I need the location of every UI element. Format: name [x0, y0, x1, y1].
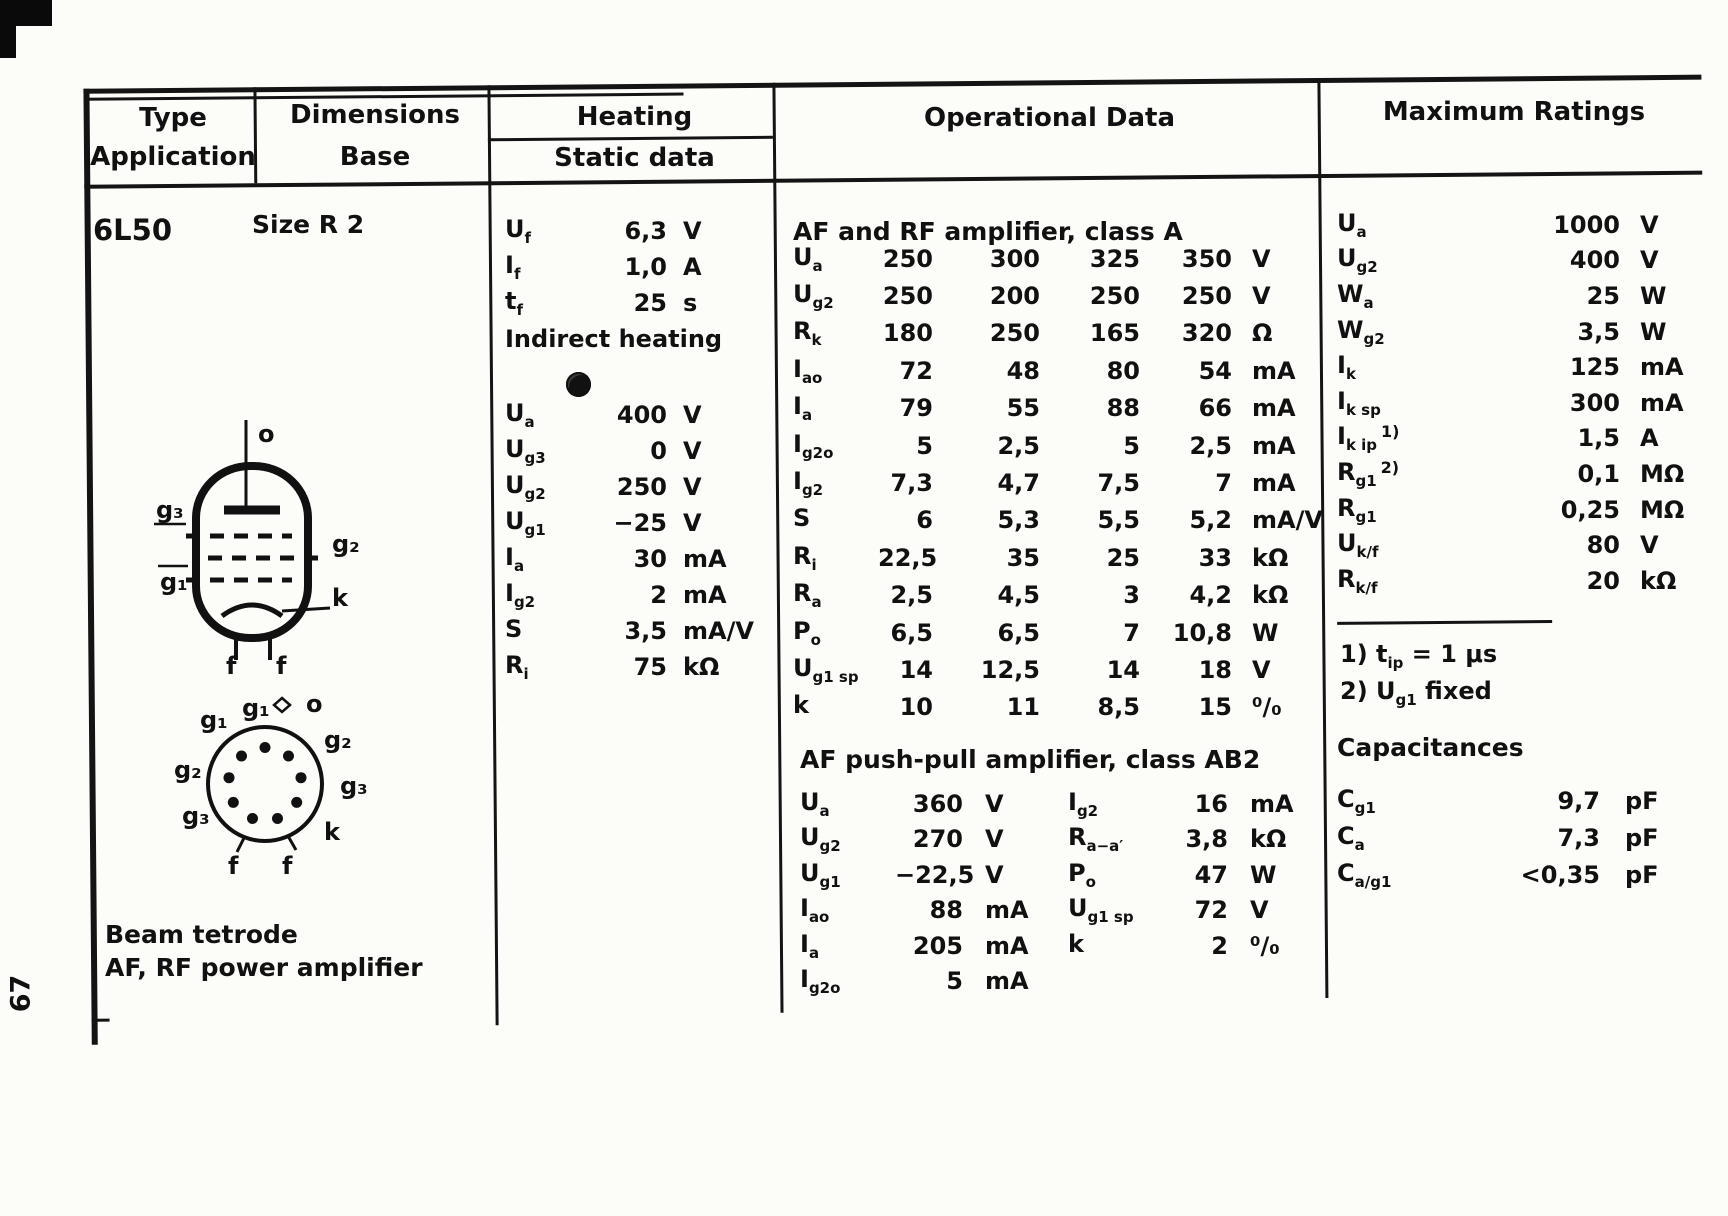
table-row: [1337, 819, 1705, 856]
param-value-2: 250: [989, 319, 1040, 348]
param-unit: mA: [1252, 356, 1296, 385]
param-value-3: 14: [1106, 655, 1140, 684]
param-value-4: 54: [1198, 356, 1232, 385]
param-value-2: 55: [1006, 394, 1040, 423]
key-diamond-icon: [274, 698, 290, 712]
param-unit: Ω: [1252, 319, 1273, 348]
header-application: Application: [90, 142, 256, 172]
socket-label-g2-right: g₂: [324, 726, 352, 754]
param-value-2: 12,5: [980, 655, 1040, 684]
param-value: 72: [1194, 896, 1228, 925]
table-row: [1337, 456, 1705, 492]
push-pull-title: AF push-pull amplifier, class AB2: [800, 745, 1261, 774]
param-label: $t_f$: [505, 287, 524, 319]
param-value-4: 250: [1181, 282, 1232, 311]
param-label: $I_a$: [505, 543, 525, 575]
param-value-3: 3: [1123, 581, 1140, 610]
param-unit: V: [683, 509, 702, 537]
param-value-3: 5: [1123, 431, 1140, 460]
class-a-title: AF and RF amplifier, class A: [793, 217, 1183, 246]
param-unit: V: [683, 437, 702, 465]
tube-size: Size R 2: [252, 210, 365, 239]
param-value-1: 250: [882, 244, 933, 273]
tube-description-1: Beam tetrode: [105, 920, 298, 949]
param-label: $U_a$: [1337, 208, 1367, 241]
param-unit: pF: [1625, 823, 1659, 852]
param-value-2: 6,5: [997, 618, 1040, 647]
table-row: [505, 541, 773, 577]
param-value-2: 4,7: [997, 469, 1040, 498]
schematic-label-k: k: [332, 584, 348, 612]
param-label: S: [505, 615, 523, 643]
param-value: 9,7: [1557, 786, 1600, 815]
param-label: $U_a$: [800, 787, 830, 820]
table-row: [1337, 385, 1705, 421]
param-value-1: 79: [899, 394, 933, 423]
param-label: $W_{g2}$: [1337, 315, 1385, 348]
param-label: $R_{g1}^{2)}$: [1337, 457, 1400, 490]
table-row: [505, 469, 773, 505]
table-row: [1337, 314, 1705, 350]
param-value-4: 66: [1198, 394, 1232, 423]
table-row: [793, 352, 1320, 389]
param-value-4: 15: [1198, 693, 1232, 722]
param-label: $I_{k ip}^{1)}$: [1337, 422, 1400, 455]
header-base: Base: [339, 142, 411, 172]
param-value: 47: [1194, 860, 1228, 889]
header-maximum-ratings: Maximum Ratings: [1382, 97, 1646, 127]
param-unit: V: [1250, 896, 1269, 925]
table-row: [793, 390, 1320, 427]
schematic-label-topcap: o: [258, 420, 275, 448]
schematic-label-g2: g₂: [332, 530, 360, 558]
param-value: −25: [613, 509, 667, 537]
param-unit: kΩ: [1252, 543, 1289, 572]
table-border-foot: [92, 1019, 110, 1022]
param-unit: V: [1640, 246, 1659, 275]
indirect-heating-stamp-icon: [566, 372, 591, 397]
table-row: [1337, 243, 1705, 279]
param-value: 0,1: [1577, 459, 1620, 488]
param-unit: V: [985, 789, 1004, 818]
socket-label-k: k: [324, 818, 340, 846]
socket-pinout: [148, 692, 388, 880]
table-row: [1337, 278, 1705, 314]
static-data-table: [505, 397, 773, 685]
param-value-2: 35: [1006, 543, 1040, 572]
param-value: 20: [1586, 566, 1620, 595]
param-unit: W: [1640, 281, 1667, 310]
table-row: [793, 464, 1320, 501]
table-row: [793, 651, 1320, 688]
param-value: 25: [1586, 281, 1620, 310]
param-unit: pF: [1625, 860, 1659, 889]
param-value-1: 6: [916, 506, 933, 535]
table-row: [1337, 856, 1705, 893]
table-row: [793, 539, 1320, 576]
param-value-4: 320: [1181, 319, 1232, 348]
param-label: $U_{g1 sp}$: [793, 653, 859, 686]
param-label: k: [1068, 929, 1084, 958]
param-value-3: 88: [1106, 394, 1140, 423]
param-label: $R_{k/f}$: [1337, 564, 1378, 597]
param-value-2: 48: [1006, 356, 1040, 385]
indirect-heating-note: Indirect heating: [505, 325, 723, 353]
socket-label-g3-left: g₃: [182, 802, 210, 830]
param-unit: s: [683, 289, 698, 317]
param-unit: pF: [1625, 786, 1659, 815]
table-row: [505, 249, 773, 285]
param-value-1: 6,5: [890, 618, 933, 647]
table-row: [1337, 563, 1705, 599]
param-label: $I_{g2o}$: [800, 965, 841, 998]
param-label: $R_i$: [793, 541, 817, 574]
tube-description-2: AF, RF power amplifier: [105, 953, 423, 982]
param-unit: V: [1252, 244, 1271, 273]
tube-schematic: [148, 418, 378, 676]
heating-table: [505, 213, 773, 321]
table-row: [1337, 492, 1705, 528]
table-border-top: [83, 75, 1701, 94]
table-row: [1337, 349, 1705, 385]
col-divider-heating-operational: [772, 83, 783, 1013]
table-row: [505, 649, 773, 685]
table-row: [505, 285, 773, 321]
table-row: [800, 857, 1320, 893]
param-unit: kΩ: [683, 653, 720, 681]
param-value: 7,3: [1557, 823, 1600, 852]
maximum-ratings-table: [1337, 207, 1705, 599]
table-row: [1337, 527, 1705, 563]
table-row: [800, 964, 1320, 1000]
table-row: [793, 277, 1320, 314]
param-unit: mA: [985, 967, 1029, 996]
param-value-3: 250: [1089, 282, 1140, 311]
header-type: Type: [139, 103, 207, 133]
header-static-data: Static data: [554, 143, 715, 173]
param-label: $U_{g1}$: [505, 507, 546, 539]
param-label: $U_{g2}$: [1337, 244, 1378, 277]
param-label: $U_{g2}$: [505, 471, 546, 503]
param-unit: MΩ: [1640, 495, 1685, 524]
param-unit: mA: [1252, 431, 1296, 460]
param-unit: mA: [1252, 469, 1296, 498]
table-row: [1337, 207, 1705, 243]
param-value-1: 180: [882, 319, 933, 348]
param-value-4: 2,5: [1189, 431, 1232, 460]
header-dimensions: Dimensions: [290, 100, 460, 130]
param-unit: mA: [1252, 394, 1296, 423]
capacitances-title: Capacitances: [1337, 733, 1524, 762]
param-unit: mA: [683, 581, 727, 609]
param-label: $W_a$: [1337, 279, 1374, 312]
param-value-3: 7: [1123, 618, 1140, 647]
param-unit: V: [1640, 531, 1659, 560]
socket-label-g2-left: g₂: [174, 756, 202, 784]
table-row: [1337, 782, 1705, 819]
table-row: [793, 315, 1320, 352]
schematic-label-g3: g₃: [156, 496, 184, 524]
socket-label-g3-right: g₃: [340, 772, 368, 800]
param-unit: mA/V: [683, 617, 754, 645]
class-a-table: [793, 240, 1323, 726]
param-label: $R_{a-a'}$: [1068, 823, 1124, 856]
param-value: 125: [1569, 353, 1620, 382]
schematic-label-f2: f: [276, 652, 287, 676]
capacitances-table: [1337, 782, 1705, 893]
param-value: 0,25: [1560, 495, 1620, 524]
param-unit: A: [1640, 424, 1659, 453]
table-row: [505, 433, 773, 469]
param-value-1: 72: [899, 356, 933, 385]
table-row: [505, 397, 773, 433]
param-value: 400: [616, 401, 667, 429]
param-label: $R_{g1}$: [1337, 493, 1377, 526]
param-unit: V: [1640, 210, 1659, 239]
table-row: [505, 577, 773, 613]
param-value-2: 200: [989, 282, 1040, 311]
socket-label-f2: f: [282, 852, 293, 880]
param-unit: mA: [1640, 388, 1684, 417]
param-value-3: 325: [1089, 244, 1140, 273]
param-value-3: 8,5: [1097, 693, 1140, 722]
table-row: [793, 502, 1323, 539]
param-value-1: 2,5: [890, 581, 933, 610]
table-row: [800, 786, 1320, 822]
footnote-1: 1) $t_{ip} = 1$ μs: [1340, 640, 1498, 672]
table-row: [505, 613, 773, 649]
param-unit: mA: [1640, 353, 1684, 382]
param-unit: V: [683, 401, 702, 429]
param-label: $U_{g1}$: [800, 858, 841, 891]
param-value: −22,5: [895, 860, 975, 889]
param-value-2: 5,3: [997, 506, 1040, 535]
param-value: <0,35: [1520, 860, 1600, 889]
header-heating: Heating: [576, 102, 693, 132]
table-row: [800, 893, 1320, 929]
param-value-4: 33: [1198, 543, 1232, 572]
schematic-label-g1: g₁: [160, 568, 188, 596]
socket-label-g1b: g₁: [242, 694, 270, 722]
param-value-3: 7,5: [1097, 469, 1140, 498]
param-value-4: 18: [1198, 655, 1232, 684]
param-unit: W: [1250, 860, 1277, 889]
param-value: 3,5: [624, 617, 667, 645]
table-row: [1337, 421, 1705, 457]
param-unit: V: [985, 860, 1004, 889]
param-label: $U_{g1 sp}$: [1068, 894, 1134, 927]
param-value: 6,3: [624, 217, 667, 245]
param-value-3: 5,5: [1097, 506, 1140, 535]
socket-label-g1a: g₁: [200, 706, 228, 734]
param-label: $P_o$: [1068, 858, 1096, 891]
param-label: $U_f$: [505, 215, 532, 247]
param-label: $I_k$: [1337, 351, 1356, 384]
param-value: 25: [633, 289, 667, 317]
param-value: 0: [650, 437, 667, 465]
param-unit: kΩ: [1250, 825, 1287, 854]
param-unit: W: [1640, 317, 1667, 346]
footnote-2: 2) $U_{g1}$ fixed: [1340, 677, 1492, 709]
param-value-2: 2,5: [997, 431, 1040, 460]
table-row: [505, 505, 773, 541]
table-row: [793, 614, 1320, 651]
param-unit: ⁰/₀: [1252, 693, 1282, 722]
param-unit: A: [683, 253, 702, 281]
param-unit: V: [683, 217, 702, 245]
table-row: [505, 213, 773, 249]
page-number: 67: [5, 974, 37, 1013]
table-row: [793, 240, 1320, 277]
heating-divider: [488, 136, 773, 141]
param-unit: MΩ: [1640, 459, 1685, 488]
param-value-1: 7,3: [890, 469, 933, 498]
param-label: $I_{g2}$: [793, 467, 824, 500]
param-value: 75: [633, 653, 667, 681]
param-value: 16: [1194, 789, 1228, 818]
param-label: $U_{g2}$: [793, 280, 834, 313]
param-unit: V: [985, 825, 1004, 854]
param-value: 80: [1586, 531, 1620, 560]
param-unit: mA: [985, 896, 1029, 925]
param-unit: V: [1252, 282, 1271, 311]
param-value: 88: [929, 896, 963, 925]
param-unit: mA: [985, 931, 1029, 960]
param-value-4: 10,8: [1172, 618, 1232, 647]
param-value: 2: [1211, 931, 1228, 960]
socket-pins: [224, 742, 307, 824]
param-label: $U_a$: [505, 399, 535, 431]
param-value-1: 10: [899, 693, 933, 722]
push-pull-table: [800, 786, 1320, 999]
tube-envelope: [196, 466, 308, 638]
param-value-4: 350: [1181, 244, 1232, 273]
param-unit: V: [683, 473, 702, 501]
col-divider-base-heating: [487, 85, 498, 1025]
param-value: 360: [912, 789, 963, 818]
param-label: $U_a$: [793, 242, 823, 275]
table-row: [800, 822, 1320, 858]
table-row: [793, 427, 1320, 464]
param-value-4: 7: [1215, 469, 1232, 498]
tube-type: 6L50: [93, 213, 173, 247]
param-label: $I_{g2}$: [505, 579, 536, 611]
param-value: 1,5: [1577, 424, 1620, 453]
param-value: 400: [1569, 246, 1620, 275]
param-label: $I_a$: [800, 929, 820, 962]
param-label: $I_a$: [793, 392, 813, 425]
param-value: 30: [633, 545, 667, 573]
param-unit: kΩ: [1252, 581, 1289, 610]
param-value: 300: [1569, 388, 1620, 417]
footnote-divider: [1337, 620, 1552, 625]
param-value: 1000: [1553, 210, 1620, 239]
param-unit: ⁰/₀: [1250, 931, 1280, 960]
param-label: $U_{k/f}$: [1337, 529, 1379, 562]
table-row: [800, 928, 1320, 964]
param-value-3: 165: [1089, 319, 1140, 348]
param-label: $C_{a/g1}$: [1337, 858, 1392, 891]
param-label: $R_a$: [793, 579, 822, 612]
param-value: 205: [912, 931, 963, 960]
param-label: S: [793, 504, 811, 533]
param-value-2: 300: [989, 244, 1040, 273]
param-value: 3,5: [1577, 317, 1620, 346]
param-value: 1,0: [624, 253, 667, 281]
param-label: $U_{g2}$: [800, 823, 841, 856]
param-label: $I_{g2}$: [1068, 787, 1099, 820]
socket-label-topcap: o: [306, 692, 323, 718]
param-label: $C_{g1}$: [1337, 784, 1376, 817]
param-value: 2: [650, 581, 667, 609]
param-value: 3,8: [1185, 825, 1228, 854]
param-label: $I_f$: [505, 251, 521, 283]
param-unit: V: [1252, 655, 1271, 684]
param-value: 5: [946, 967, 963, 996]
param-value-1: 22,5: [878, 543, 938, 572]
param-value-2: 11: [1006, 693, 1040, 722]
table-row: [793, 689, 1320, 726]
header-bottom-border: [84, 171, 1702, 189]
param-label: $I_{ao}$: [800, 894, 830, 927]
param-value: 250: [616, 473, 667, 501]
param-label: $U_{g3}$: [505, 435, 546, 467]
param-unit: mA/V: [1252, 506, 1323, 535]
param-unit: W: [1252, 618, 1279, 647]
param-label: $I_{g2o}$: [793, 429, 834, 462]
header-operational-data: Operational Data: [923, 103, 1176, 133]
param-label: $P_o$: [793, 616, 821, 649]
cathode-arc: [222, 605, 282, 616]
param-unit: mA: [683, 545, 727, 573]
param-value-1: 250: [882, 282, 933, 311]
param-label: $C_a$: [1337, 821, 1365, 854]
param-value-3: 25: [1106, 543, 1140, 572]
param-label: $I_{ao}$: [793, 354, 823, 387]
table-row: [793, 577, 1320, 614]
param-value-4: 5,2: [1189, 506, 1232, 535]
param-label: $R_k$: [793, 317, 822, 350]
socket-label-f1: f: [228, 852, 239, 880]
param-value-2: 4,5: [997, 581, 1040, 610]
param-label: $R_i$: [505, 651, 529, 683]
param-value-4: 4,2: [1189, 581, 1232, 610]
param-unit: mA: [1250, 789, 1294, 818]
param-unit: kΩ: [1640, 566, 1677, 595]
param-label: k: [793, 691, 809, 720]
schematic-label-f1: f: [226, 652, 237, 676]
param-value-1: 14: [899, 655, 933, 684]
param-value: 270: [912, 825, 963, 854]
param-label: $I_{k sp}$: [1337, 386, 1381, 419]
param-value-1: 5: [916, 431, 933, 460]
param-value-3: 80: [1106, 356, 1140, 385]
